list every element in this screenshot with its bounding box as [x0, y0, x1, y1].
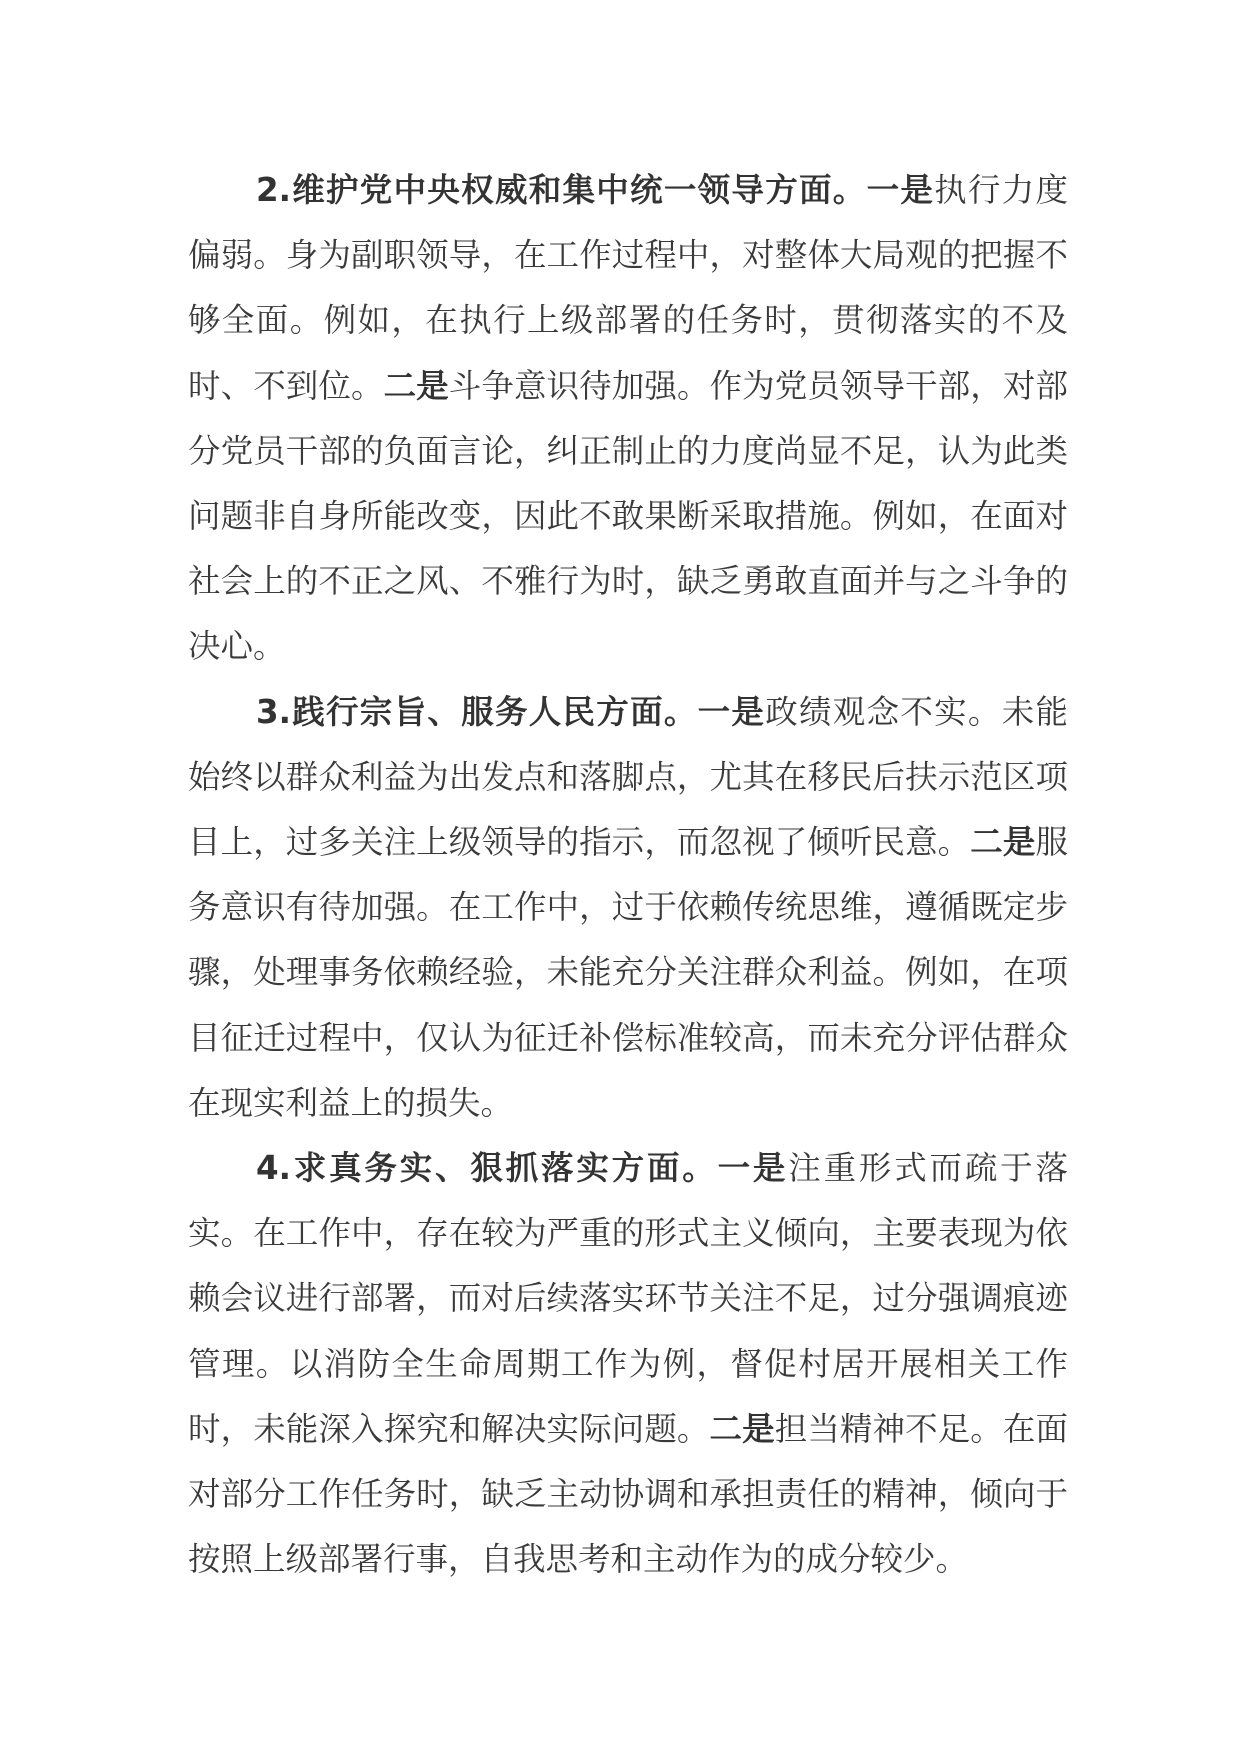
body-text: 执行力度偏弱。身为副职领导，在工作过程中，对整体大局观的把握不够全面。例如，在执行上级部署的任务时，贯彻落实的不及时、不到位。: [188, 171, 1068, 405]
paragraph-4: [188, 1136, 1068, 1592]
body-text: 政绩观念不实。未能始终以群众利益为出发点和落脚点，尤其在移民后扶示范区项目上，过多关注上级领导的指示，而忽视了倾听民意。: [188, 692, 1068, 862]
body-text: 斗争意识待加强。作为党员领导干部，对部分党员干部的负面言论，纠正制止的力度尚显不足，认为此类问题非自身所能改变，因此不敢果断采取措施。例如，在面对社会上的不正之风、不雅行为时，缺乏勇敢直面并与之斗争的决心。: [188, 366, 1068, 666]
item-marker: 一是: [717, 1149, 789, 1188]
body-text: 担当精神不足。在面对部分工作任务时，缺乏主动协调和承担责任的精神，倾向于按照上级部署行事，自我思考和主动作为的成分较少。: [188, 1409, 1068, 1579]
body-text: 服务意识有待加强。在工作中，过于依赖传统思维，遵循既定步骤，处理事务依赖经验，未能充分关注群众利益。例如，在项目征迁过程中，仅认为征迁补偿标准较高，而未充分评估群众在现实利益上的损失。: [188, 823, 1068, 1122]
item-marker: 二是: [383, 366, 449, 405]
item-marker: 一是: [866, 171, 935, 209]
paragraph-heading: 4.求真务实、狠抓落实方面。: [256, 1149, 718, 1188]
paragraph-3: [188, 680, 1068, 1136]
document-page: [188, 158, 1068, 1592]
item-marker: 一是: [697, 692, 766, 731]
paragraph-heading: 3.践行宗旨、服务人民方面。: [256, 692, 698, 731]
body-text: 注重形式而疏于落实。在工作中，存在较为严重的形式主义倾向，主要表现为依赖会议进行部署，而对后续落实环节关注不足，过分强调痕迹管理。以消防全生命周期工作为例，督促村居开展相关工作时，未能深入探究和解决实际问题。: [188, 1149, 1068, 1448]
paragraph-2: [188, 158, 1068, 680]
paragraph-heading: 2.维护党中央权威和集中统一领导方面。: [256, 171, 867, 209]
item-marker: 二是: [709, 1409, 775, 1448]
item-marker: 二是: [970, 823, 1036, 862]
